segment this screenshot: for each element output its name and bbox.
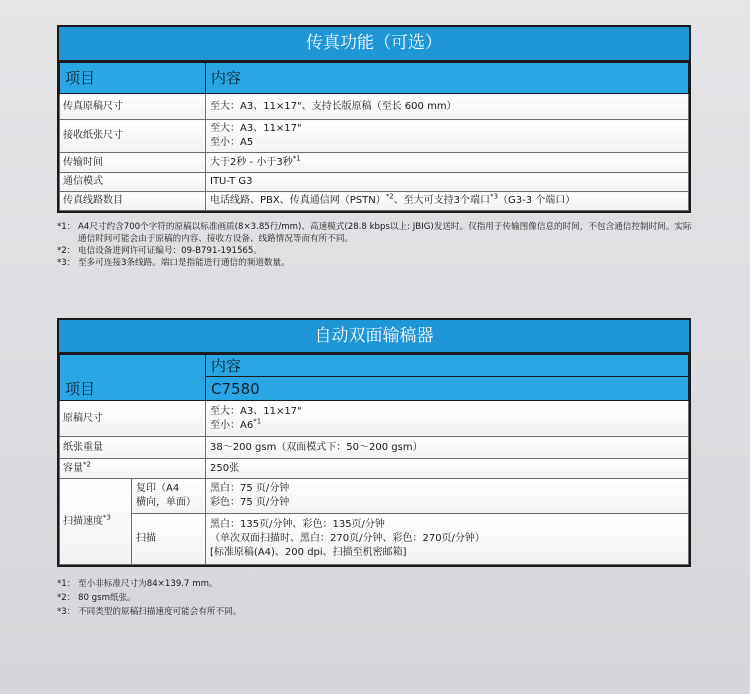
footnote-text: 至多可连接3条线路。端口是指能进行通信的频道数量。 xyxy=(78,258,290,268)
row-label: 传输时间 xyxy=(60,153,206,173)
footnote xyxy=(57,221,697,245)
footnote-text: A4尺寸约含700个字符的原稿以标准画质(8×3.85行/mm)、高速模式(28.8 kbps以上: JBIG)发送时。仅指用于传输图像信息的时间，不包含通信控制时间。实际通信时间可能会由于原稿的内容、接收方设备、线路情况等而有所不同。 xyxy=(78,222,692,244)
footnote-mark: *2 xyxy=(385,192,394,201)
copy-bw: 黑白：75 页/分钟 xyxy=(210,483,290,494)
footnote-mark: *1 xyxy=(292,154,301,163)
footnote-mark: *2： xyxy=(57,246,76,256)
line-type-text: 电话线路、PBX、传真通信网（PSTN） xyxy=(210,195,386,206)
adf-col-item-label: 项目 xyxy=(65,380,96,398)
adf-panel-title: 自动双面输稿器 xyxy=(59,320,689,354)
footnote-mark: *3： xyxy=(57,258,76,268)
fax-panel-title: 传真功能（可选） xyxy=(59,27,689,62)
port-detail-text: （G3-3 个端口） xyxy=(498,195,576,206)
table-row xyxy=(60,514,689,565)
row-label: 传真线路数目 xyxy=(60,192,206,211)
scan-line-3: [标准原稿(A4)、200 dpi、扫描至机密邮箱] xyxy=(210,547,407,558)
capacity-label: 容量 xyxy=(63,462,83,474)
adf-col-item xyxy=(60,355,206,401)
adf-spec-table xyxy=(59,354,689,565)
port-count-text: 、至大可支持3个端口 xyxy=(393,195,491,206)
row-value: 250张 xyxy=(206,459,689,479)
footnote-mark: *3 xyxy=(490,192,499,201)
footnote xyxy=(57,578,697,590)
row-label xyxy=(60,479,132,565)
footnote xyxy=(57,606,697,618)
footnote xyxy=(57,257,697,269)
row-label: 通信模式 xyxy=(60,173,206,192)
fax-col-item: 项目 xyxy=(60,63,206,94)
adf-table-header xyxy=(60,355,689,377)
footnote-text: 至小非标准尺寸为84×139.7 mm。 xyxy=(78,579,218,589)
fax-table-header xyxy=(60,63,689,94)
footnote-mark: *2 xyxy=(83,460,91,469)
table-row xyxy=(60,459,689,479)
row-value: 38～200 gsm（双面模式下：50～200 gsm） xyxy=(206,437,689,459)
footnote-text: 80 gsm纸张。 xyxy=(78,593,136,603)
table-row xyxy=(60,173,689,192)
fax-col-content: 内容 xyxy=(206,63,689,94)
table-row xyxy=(60,401,689,437)
scan-speed-label: 扫描速度 xyxy=(63,515,103,527)
footnote-mark: *1 xyxy=(253,417,262,426)
row-value xyxy=(206,192,689,211)
footnote-text: 电信设备进网许可证编号：09-B791-191565。 xyxy=(78,246,262,256)
adf-spec-panel xyxy=(57,318,691,567)
adf-model: C7580 xyxy=(206,377,689,401)
footnote-mark: *2： xyxy=(57,593,76,603)
row-value xyxy=(206,514,689,565)
footnote xyxy=(57,245,697,257)
table-row xyxy=(60,153,689,173)
adf-footnotes xyxy=(57,578,697,618)
fax-spec-table xyxy=(59,62,689,211)
table-row xyxy=(60,94,689,120)
sub-label-copy: 复印（A4 横向，单面） xyxy=(132,479,206,514)
row-label xyxy=(60,459,206,479)
footnote xyxy=(57,592,697,604)
row-value xyxy=(206,479,689,514)
transmit-time-value: 大于2秒 - 小于3秒 xyxy=(210,156,293,168)
size-min xyxy=(210,419,684,433)
row-label: 原稿尺寸 xyxy=(60,401,206,437)
fax-spec-panel xyxy=(57,25,691,213)
size-max: 至大：A3、11×17" xyxy=(210,405,302,417)
sub-label-scan: 扫描 xyxy=(132,514,206,565)
size-min-text: 至小：A6 xyxy=(210,419,254,431)
row-value xyxy=(206,401,689,437)
row-value: 至大：A3、11×17"、支持长版原稿（至长 600 mm） xyxy=(206,94,689,120)
row-label: 接收纸张尺寸 xyxy=(60,120,206,153)
row-value: ITU-T G3 xyxy=(206,173,689,192)
row-label: 传真原稿尺寸 xyxy=(60,94,206,120)
row-value: 至大：A3、11×17" 至小：A5 xyxy=(206,120,689,153)
footnote-mark: *1： xyxy=(57,579,76,589)
row-value xyxy=(206,153,689,173)
footnote-mark: *1： xyxy=(57,222,76,232)
footnote-mark: *3： xyxy=(57,607,76,617)
copy-color: 彩色：75 页/分钟 xyxy=(210,497,290,508)
table-row xyxy=(60,120,689,153)
scan-line-2: （单次双面扫描时、黑白：270页/分钟、彩色：270页/分钟） xyxy=(210,533,485,544)
table-row xyxy=(60,479,689,514)
table-row xyxy=(60,437,689,459)
table-row xyxy=(60,192,689,211)
row-label: 纸张重量 xyxy=(60,437,206,459)
fax-footnotes xyxy=(57,221,697,269)
footnote-text: 不同类型的原稿扫描速度可能会有所不同。 xyxy=(78,607,242,617)
footnote-mark: *3 xyxy=(103,513,111,522)
adf-col-content: 内容 xyxy=(206,355,689,377)
scan-line-1: 黑白：135页/分钟、彩色：135页/分钟 xyxy=(210,519,385,530)
